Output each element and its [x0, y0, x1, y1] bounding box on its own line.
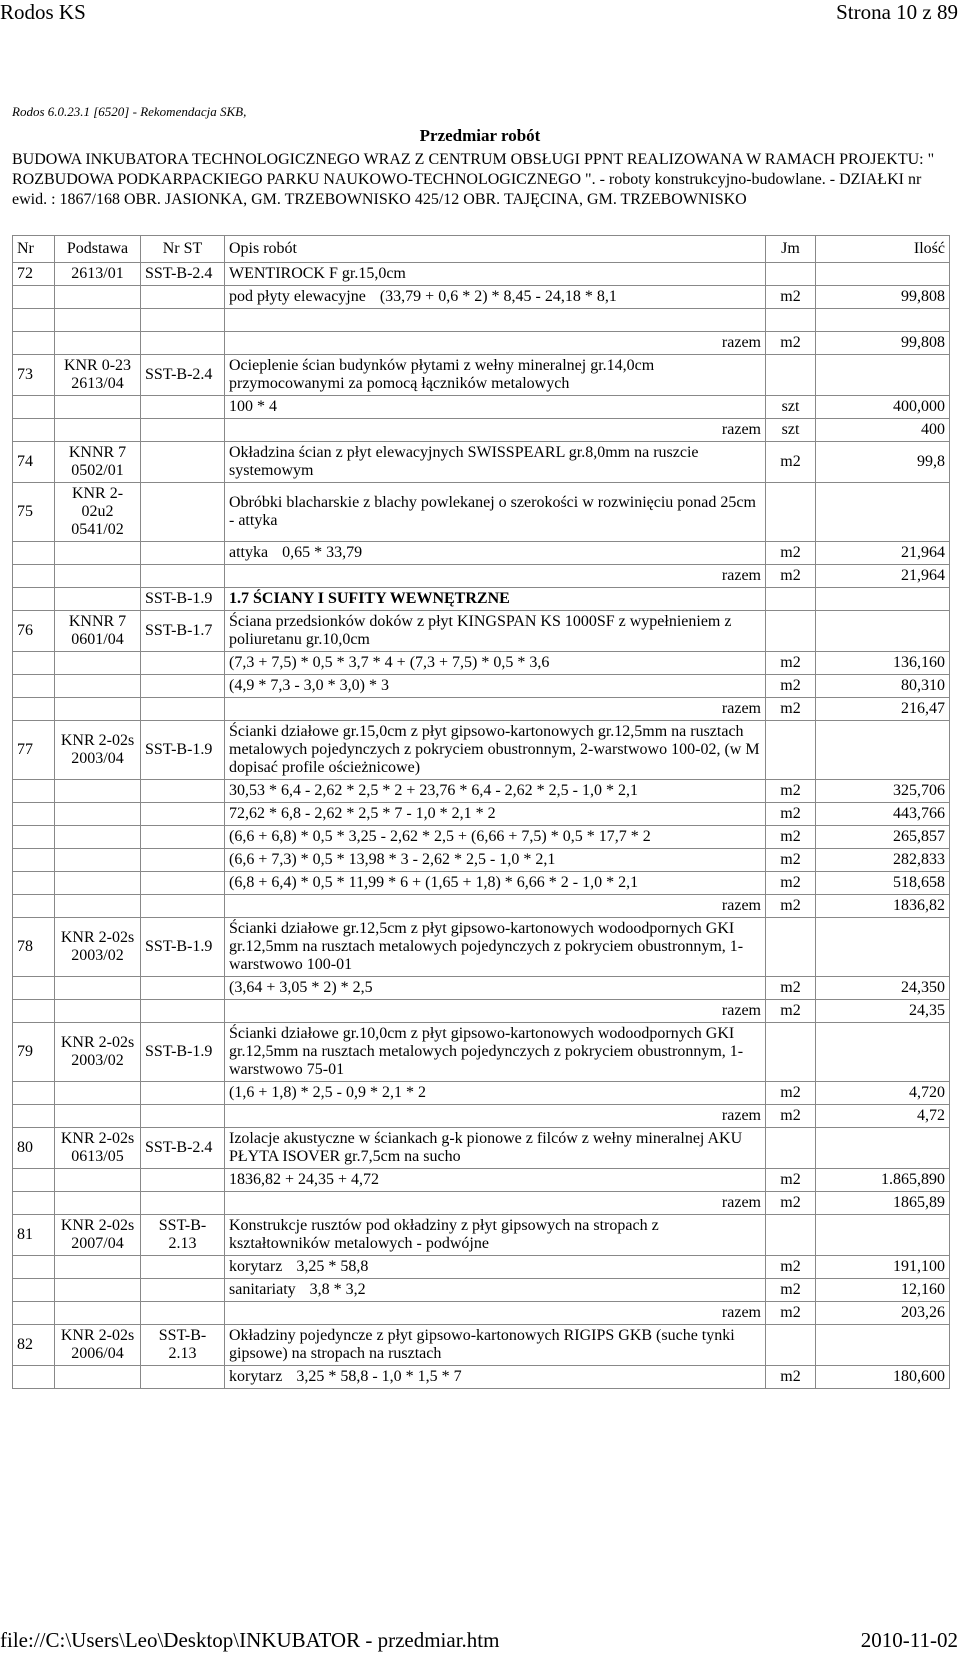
unit: m2 [766, 1256, 816, 1279]
unit: m2 [766, 332, 816, 355]
unit: szt [766, 419, 816, 442]
unit: m2 [766, 542, 816, 565]
quantity: 518,658 [816, 872, 950, 895]
col-podstawa: Podstawa [55, 236, 141, 263]
quantity: 4,720 [816, 1082, 950, 1105]
quantity: 12,160 [816, 1279, 950, 1302]
quantity: 1.865,890 [816, 1169, 950, 1192]
position-nr: 81 [13, 1215, 55, 1256]
basis: KNR 2-02s 2003/02 [55, 1023, 141, 1082]
unit: m2 [766, 803, 816, 826]
calc-expression: (6,8 + 6,4) * 0,5 * 11,99 * 6 + (1,65 + 1,8) * 6,66 * 2 - 1,0 * 2,1 [225, 872, 766, 895]
calc-row [13, 977, 950, 1000]
unit: m2 [766, 849, 816, 872]
unit: m2 [766, 826, 816, 849]
work-description: Obróbki blacharskie z blachy powlekanej o szerokości w rozwinięciu ponad 25cm - attyka [225, 483, 766, 542]
sum-row [13, 1000, 950, 1023]
sum-row [13, 1302, 950, 1325]
spec-nr: SST-B-1.9 [141, 918, 225, 977]
table-row [13, 611, 950, 652]
unit: m2 [766, 1082, 816, 1105]
sum-label: razem [225, 1302, 766, 1325]
table-row [13, 263, 950, 286]
spec-nr: SST-B-1.7 [141, 611, 225, 652]
table-row [13, 1325, 950, 1366]
position-nr: 74 [13, 442, 55, 483]
sum-row [13, 698, 950, 721]
calc-expression: 1836,82 + 24,35 + 4,72 [225, 1169, 766, 1192]
calc-expression: attyka 0,65 * 33,79 [225, 542, 766, 565]
unit: m2 [766, 1302, 816, 1325]
table-row [13, 1023, 950, 1082]
basis: KNR 2-02s 2007/04 [55, 1215, 141, 1256]
position-nr: 79 [13, 1023, 55, 1082]
table-row [13, 442, 950, 483]
col-ilosc: Ilość [816, 236, 950, 263]
quantity: 24,350 [816, 977, 950, 1000]
sum-label: razem [225, 565, 766, 588]
header-app-name: Rodos KS [0, 0, 86, 24]
spec-nr: SST-B-1.9 [141, 721, 225, 780]
table-row [13, 483, 950, 542]
calc-expression: 100 * 4 [225, 396, 766, 419]
basis: KNR 0-23 2613/04 [55, 355, 141, 396]
sum-value: 203,26 [816, 1302, 950, 1325]
calc-expression: (6,6 + 6,8) * 0,5 * 3,25 - 2,62 * 2,5 + (6,66 + 7,5) * 0,5 * 17,7 * 2 [225, 826, 766, 849]
calc-row [13, 675, 950, 698]
sum-label: razem [225, 332, 766, 355]
calc-expression: (6,6 + 7,3) * 0,5 * 13,98 * 3 - 2,62 * 2,5 - 1,0 * 2,1 [225, 849, 766, 872]
position-nr: 82 [13, 1325, 55, 1366]
sum-label: razem [225, 419, 766, 442]
calc-row [13, 396, 950, 419]
quantity: 443,766 [816, 803, 950, 826]
calc-row [13, 286, 950, 309]
work-description: Ocieplenie ścian budynków płytami z wełny mineralnej gr.14,0cm przymocowanymi za pomocą łączników metalowych [225, 355, 766, 396]
position-nr: 77 [13, 721, 55, 780]
calc-expression: korytarz 3,25 * 58,8 - 1,0 * 1,5 * 7 [225, 1366, 766, 1389]
quantity: 99,8 [816, 442, 950, 483]
table-row [13, 918, 950, 977]
table-row [13, 1215, 950, 1256]
unit: m2 [766, 652, 816, 675]
basis: 2613/01 [55, 263, 141, 286]
work-description: Okładzina ścian z płyt elewacyjnych SWISSPEARL gr.8,0mm na ruszcie systemowym [225, 442, 766, 483]
unit: m2 [766, 698, 816, 721]
quantity: 400,000 [816, 396, 950, 419]
quantity: 265,857 [816, 826, 950, 849]
work-description: Konstrukcje rusztów pod okładziny z płyt gipsowych na stropach z kształtowników metalowych - podwójne [225, 1215, 766, 1256]
position-nr: 73 [13, 355, 55, 396]
sum-value: 21,964 [816, 565, 950, 588]
position-nr: 80 [13, 1128, 55, 1169]
calc-expression: sanitariaty 3,8 * 3,2 [225, 1279, 766, 1302]
unit: m2 [766, 286, 816, 309]
col-opis: Opis robót [225, 236, 766, 263]
sum-label: razem [225, 1000, 766, 1023]
calc-row [13, 652, 950, 675]
basis: KNR 2-02s 2003/04 [55, 721, 141, 780]
calc-row [13, 826, 950, 849]
calc-row [13, 872, 950, 895]
quantity: 80,310 [816, 675, 950, 698]
work-description: Ściana przedsionków doków z płyt KINGSPAN KS 1000SF z wypełnieniem z poliuretanu gr.10,0cm [225, 611, 766, 652]
col-nr-st: Nr ST [141, 236, 225, 263]
unit: m2 [766, 1279, 816, 1302]
quantity: 99,808 [816, 286, 950, 309]
calc-expression: (7,3 + 7,5) * 0,5 * 3,7 * 4 + (7,3 + 7,5) * 0,5 * 3,6 [225, 652, 766, 675]
cost-estimate-table [12, 235, 950, 1389]
spec-nr: SST-B- 2.13 [141, 1325, 225, 1366]
sum-row [13, 565, 950, 588]
unit: m2 [766, 895, 816, 918]
sum-row [13, 332, 950, 355]
calc-expression: pod płyty elewacyjne (33,79 + 0,6 * 2) * 8,45 - 24,18 * 8,1 [225, 286, 766, 309]
spec-nr: SST-B-2.4 [141, 263, 225, 286]
calc-row [13, 1256, 950, 1279]
quantity: 282,833 [816, 849, 950, 872]
unit: m2 [766, 442, 816, 483]
spec-nr: SST-B-2.4 [141, 1128, 225, 1169]
position-nr: 72 [13, 263, 55, 286]
work-description: Izolacje akustyczne w ściankach g-k pionowe z filców z wełny mineralnej AKU PŁYTA ISOVER gr.7,5cm na sucho [225, 1128, 766, 1169]
calc-expression: korytarz 3,25 * 58,8 [225, 1256, 766, 1279]
sum-label: razem [225, 698, 766, 721]
sum-value: 400 [816, 419, 950, 442]
basis: KNR 2-02s 2006/04 [55, 1325, 141, 1366]
unit: szt [766, 396, 816, 419]
basis: KNNR 7 0502/01 [55, 442, 141, 483]
work-description: Ścianki działowe gr.10,0cm z płyt gipsowo-kartonowych wodoodpornych GKI gr.12,5mm na rusztach metalowych pojedynczych z pokryciem obustronnym, 1-warstwowo 75-01 [225, 1023, 766, 1082]
document-title: Przedmiar robót [419, 126, 541, 145]
quantity: 180,600 [816, 1366, 950, 1389]
calc-row [13, 542, 950, 565]
work-description: Ścianki działowe gr.15,0cm z płyt gipsowo-kartonowych gr.12,5mm na rusztach metalowych pojedynczych z pokryciem obustronnym, 2-warstwowo 100-02, (w M dopisać profile ościeżnicowe) [225, 721, 766, 780]
unit: m2 [766, 1000, 816, 1023]
spec-nr: SST-B-2.4 [141, 355, 225, 396]
sum-value: 1836,82 [816, 895, 950, 918]
calc-expression: 30,53 * 6,4 - 2,62 * 2,5 * 2 + 23,76 * 6,4 - 2,62 * 2,5 - 1,0 * 2,1 [225, 780, 766, 803]
calc-row [13, 1366, 950, 1389]
calc-row [13, 1169, 950, 1192]
table-row [13, 355, 950, 396]
col-nr: Nr [13, 236, 55, 263]
quantity: 136,160 [816, 652, 950, 675]
unit: m2 [766, 780, 816, 803]
section-title: 1.7 ŚCIANY I SUFITY WEWNĘTRZNE [225, 588, 766, 611]
spec-nr: SST-B-1.9 [141, 588, 225, 611]
table-row [13, 1128, 950, 1169]
sum-label: razem [225, 1105, 766, 1128]
quantity: 191,100 [816, 1256, 950, 1279]
unit: m2 [766, 872, 816, 895]
sum-label: razem [225, 895, 766, 918]
quantity: 21,964 [816, 542, 950, 565]
position-nr: 78 [13, 918, 55, 977]
calc-expression: (1,6 + 1,8) * 2,5 - 0,9 * 2,1 * 2 [225, 1082, 766, 1105]
version-note: Rodos 6.0.23.1 [6520] - Rekomendacja SKB, [12, 104, 247, 119]
calc-row [13, 780, 950, 803]
calc-row [13, 1082, 950, 1105]
sum-row [13, 419, 950, 442]
work-description: Okładziny pojedyncze z płyt gipsowo-kartonowych RIGIPS GKB (suche tynki gipsowe) na stropach na rusztach [225, 1325, 766, 1366]
calc-row [13, 803, 950, 826]
unit: m2 [766, 1366, 816, 1389]
basis: KNR 2-02u2 0541/02 [55, 483, 141, 542]
sum-row [13, 1105, 950, 1128]
unit: m2 [766, 675, 816, 698]
work-description: Ścianki działowe gr.12,5cm z płyt gipsowo-kartonowych wodoodpornych GKI gr.12,5mm na rusztach metalowych pojedynczych z pokryciem obustronnym, 1-warstwowo 100-01 [225, 918, 766, 977]
table-header-row [13, 236, 950, 263]
sum-row [13, 895, 950, 918]
unit: m2 [766, 977, 816, 1000]
calc-row [13, 849, 950, 872]
spec-nr: SST-B-1.9 [141, 1023, 225, 1082]
calc-expression: (4,9 * 7,3 - 3,0 * 3,0) * 3 [225, 675, 766, 698]
unit: m2 [766, 1192, 816, 1215]
quantity: 325,706 [816, 780, 950, 803]
col-jm: Jm [766, 236, 816, 263]
project-description: BUDOWA INKUBATORA TECHNOLOGICZNEGO WRAZ Z CENTRUM OBSŁUGI PPNT REALIZOWANA W RAMACH PROJEKTU: " ROZBUDOWA PODKARPACKIEGO PARKU NAUKOWO-TECHNOLOGICZNEGO ". - roboty konstrukcyjno-budowlane. - DZIAŁKI nr ewid. : 1867/168 OBR. JASIONKA, GM. TRZEBOWNISKO 425/12 OBR. TAJĘCINA, GM. TRZEBOWNISKO [12, 151, 935, 208]
sum-label: razem [225, 1192, 766, 1215]
sum-value: 4,72 [816, 1105, 950, 1128]
basis: KNR 2-02s 0613/05 [55, 1128, 141, 1169]
basis: KNR 2-02s 2003/02 [55, 918, 141, 977]
footer-file-path: file://C:\Users\Leo\Desktop\INKUBATOR - przedmiar.htm [0, 1628, 500, 1652]
unit: m2 [766, 1169, 816, 1192]
basis: KNNR 7 0601/04 [55, 611, 141, 652]
sum-value: 1865,89 [816, 1192, 950, 1215]
spec-nr: SST-B- 2.13 [141, 1215, 225, 1256]
calc-expression: (3,64 + 3,05 * 2) * 2,5 [225, 977, 766, 1000]
position-nr: 75 [13, 483, 55, 542]
sum-row [13, 1192, 950, 1215]
sum-value: 24,35 [816, 1000, 950, 1023]
unit: m2 [766, 565, 816, 588]
footer-date: 2010-11-02 [860, 1628, 958, 1652]
calc-expression: 72,62 * 6,8 - 2,62 * 2,5 * 7 - 1,0 * 2,1 * 2 [225, 803, 766, 826]
header-page-number: Strona 10 z 89 [836, 0, 958, 24]
calc-row [13, 1279, 950, 1302]
position-nr: 76 [13, 611, 55, 652]
work-description: WENTIROCK F gr.15,0cm [225, 263, 766, 286]
section-row [13, 588, 950, 611]
sum-value: 99,808 [816, 332, 950, 355]
table-row [13, 721, 950, 780]
unit: m2 [766, 1105, 816, 1128]
sum-value: 216,47 [816, 698, 950, 721]
